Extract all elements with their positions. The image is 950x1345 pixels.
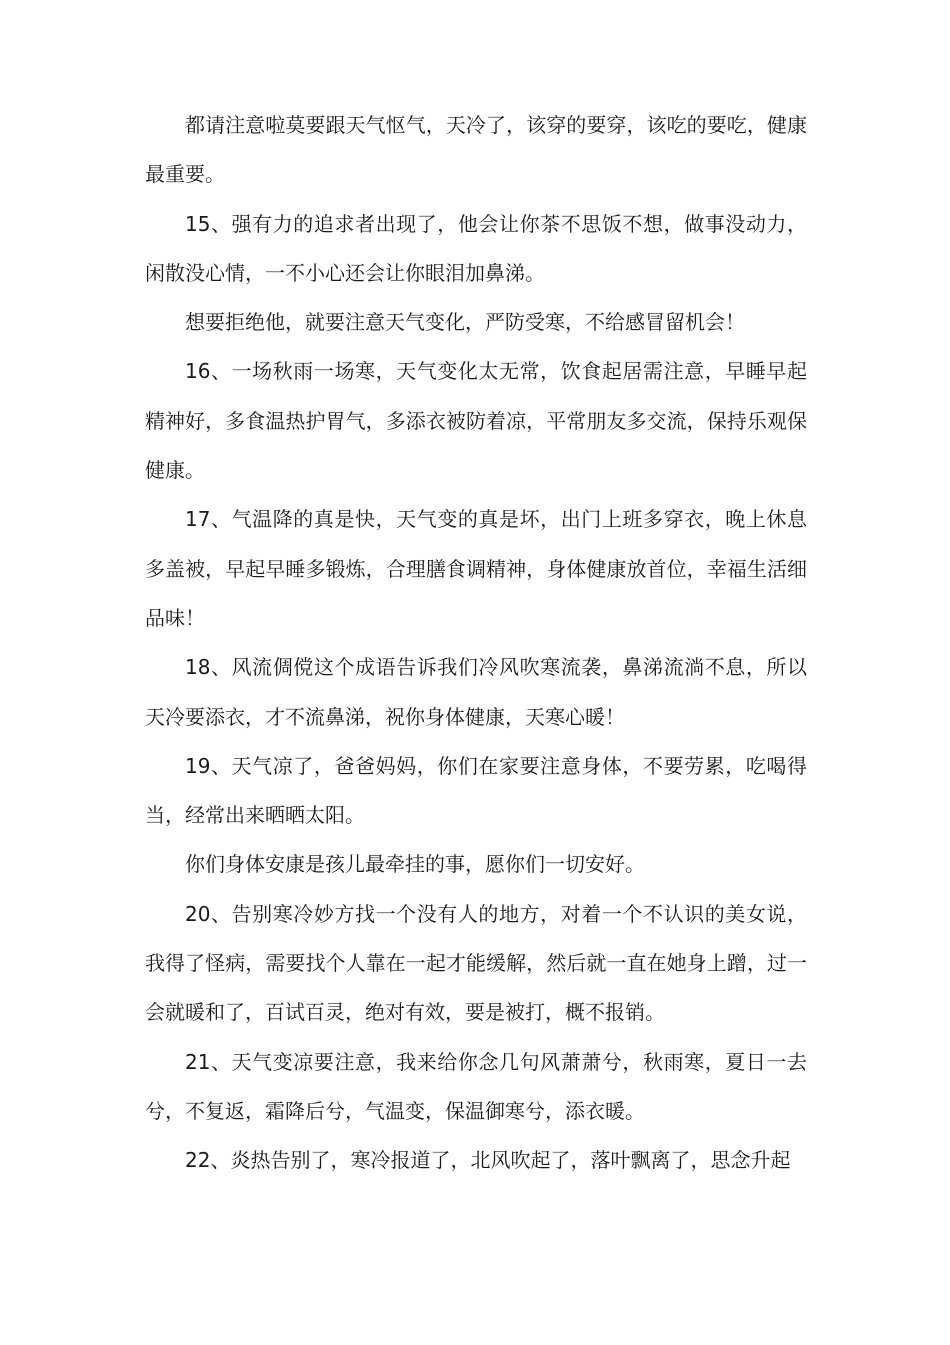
- paragraph-3: 想要拒绝他，就要注意天气变化，严防受寒，不给感冒留机会！: [185, 310, 745, 335]
- paragraph-10: 21、天气变凉要注意，我来给你念几句风萧萧兮，秋雨寒，夏日一去兮，不复返，霜降后兮，气温变，保温御寒兮，添衣暖。: [145, 1049, 807, 1123]
- paragraph-8: 你们身体安康是孩儿最牵挂的事，愿你们一切安好。: [185, 852, 645, 877]
- paragraph-4: 16、一场秋雨一场寒，天气变化太无常，饮食起居需注意，早睡早起精神好，多食温热护胃气，多添衣被防着凉，平常朋友多交流，保持乐观保健康。: [145, 359, 807, 483]
- paragraph-6: 18、风流倜傥这个成语告诉我们冷风吹寒流袭，鼻涕流淌不息，所以天冷要添衣，才不流鼻涕，祝你身体健康，天寒心暖！: [145, 655, 807, 729]
- paragraph-5: 17、气温降的真是快，天气变的真是坏，出门上班多穿衣，晚上休息多盖被，早起早睡多锻炼，合理膳食调精神，身体健康放首位，幸福生活细品味！: [145, 507, 807, 630]
- paragraph-9: 20、告别寒冷妙方找一个没有人的地方，对着一个不认识的美女说，我得了怪病，需要找个人靠在一起才能缓解，然后就一直在她身上蹭，过一会就暖和了，百试百灵，绝对有效，要是被打，概不报销。: [145, 901, 807, 1025]
- paragraph-2: 15、强有力的追求者出现了，他会让你茶不思饭不想，做事没动力，闲散没心情，一不小心还会让你眼泪加鼻涕。: [145, 211, 807, 285]
- paragraph-11: 22、炎热告别了，寒冷报道了，北风吹起了，落叶飘离了，思念升起: [185, 1148, 791, 1173]
- paragraph-1: 都请注意啦莫要跟天气怄气，天冷了，该穿的要穿，该吃的要吃，健康最重要。: [145, 113, 807, 187]
- document-body: [145, 101, 807, 1186]
- paragraph-7: 19、天气凉了，爸爸妈妈，你们在家要注意身体，不要劳累，吃喝得当，经常出来晒晒太阳。: [145, 753, 807, 828]
